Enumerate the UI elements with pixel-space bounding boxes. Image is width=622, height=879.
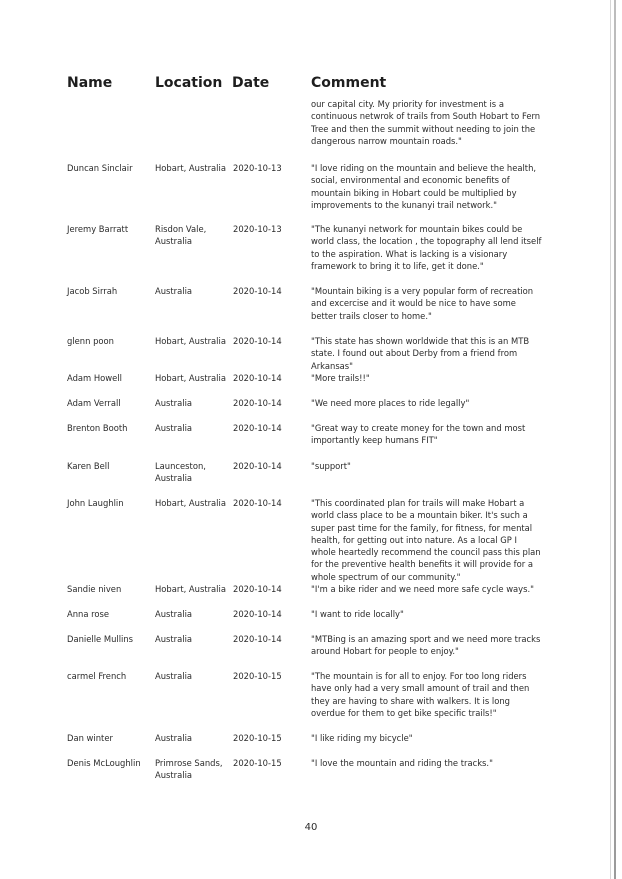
row-date: 2020-10-14: [233, 584, 282, 594]
row-name: Anna rose: [67, 609, 110, 619]
row-location: Hobart, Australia: [155, 584, 226, 594]
row-date: 2020-10-14: [233, 373, 282, 383]
row-location: Hobart, Australia: [155, 163, 226, 173]
row-name: Denis McLoughlin: [67, 758, 141, 768]
row-date: 2020-10-15: [233, 733, 282, 743]
row-name: Duncan Sinclair: [67, 163, 133, 173]
header-date: Date: [232, 75, 270, 91]
row-name: Danielle Mullins: [67, 634, 134, 644]
row-comment: "This coordinated plan for trails will make Hobart a world class place to be a mountain biker. It's such a super past time for the family, for fitness, for mental health, for getting out into nature. As a local GP I whole heartedly recommend the council pass this plan for the preventive health benefits it will provide for a whole spectrum of our community.": [311, 498, 541, 582]
row-name: John Laughlin: [67, 498, 124, 508]
row-comment: "I'm a bike rider and we need more safe cycle ways.": [311, 584, 535, 594]
row-name: Jacob Sirrah: [67, 286, 118, 296]
row-comment: "I love the mountain and riding the tracks.": [311, 758, 493, 768]
row-location: Hobart, Australia: [155, 336, 226, 346]
row-comment: "The kunanyi network for mountain bikes could be world class, the location , the topography all lend itself to the aspiration. What is lacking is a visionary framework to bring it to life, get it done.": [311, 224, 542, 271]
row-name: carmel French: [67, 671, 127, 681]
row-location: Hobart, Australia: [155, 373, 226, 383]
row-name: glenn poon: [67, 336, 114, 346]
row-location: Australia: [155, 733, 193, 743]
row-location: Launceston, Australia: [155, 461, 206, 484]
row-date: 2020-10-14: [233, 609, 282, 619]
row-name: Brenton Booth: [67, 423, 128, 433]
row-date: 2020-10-14: [233, 498, 282, 508]
row-location: Hobart, Australia: [155, 498, 226, 508]
row-location: Risdon Vale, Australia: [155, 224, 207, 247]
row-name: Adam Howell: [67, 373, 122, 383]
row-comment: "More trails!!": [311, 373, 370, 383]
row-comment: "Mountain biking is a very popular form of recreation and excercise and it would be nice to have some better trails closer to home.": [311, 286, 534, 321]
row-comment: "Great way to create money for the town and most importantly keep humans FIT": [311, 423, 526, 446]
scan-edge-shadow: [610, 0, 611, 879]
row-comment: "MTBing is an amazing sport and we need more tracks around Hobart for people to enjoy.": [311, 634, 541, 657]
row-date: 2020-10-15: [233, 758, 282, 768]
row-location: Australia: [155, 634, 193, 644]
row-name: Jeremy Barratt: [67, 224, 129, 234]
row-comment: "I want to ride locally": [311, 609, 404, 619]
row-date: 2020-10-14: [233, 461, 282, 471]
row-date: 2020-10-14: [233, 286, 282, 296]
row-comment: "We need more places to ride legally": [311, 398, 470, 408]
row-location: Primrose Sands, Australia: [155, 758, 223, 781]
header-name: Name: [67, 75, 113, 91]
row-comment: "I love riding on the mountain and believe the health, social, environmental and economic benefits of mountain biking in Hobart could be multiplied by improvements to the kunanyi trail network.": [311, 163, 537, 210]
row-comment: "The mountain is for all to enjoy. For too long riders have only had a very small amount of trail and then they are having to share with walkers. It is long overdue for them to get bike specific trails!": [311, 671, 530, 718]
row-location: Australia: [155, 609, 193, 619]
row-date: 2020-10-14: [233, 423, 282, 433]
header-location: Location: [155, 75, 223, 91]
header-comment: Comment: [311, 75, 387, 91]
row-name: Sandie niven: [67, 584, 122, 594]
continued-comment: our capital city. My priority for investment is a continuous netwrok of trails from South Hobart to Fern Tree and then the summit without needing to join the dangerous narrow mountain roads.": [311, 99, 541, 146]
row-date: 2020-10-13: [233, 224, 282, 234]
row-name: Dan winter: [67, 733, 113, 743]
row-date: 2020-10-14: [233, 634, 282, 644]
scan-edge: [614, 0, 616, 879]
page-number: 40: [304, 822, 318, 833]
row-date: 2020-10-13: [233, 163, 282, 173]
row-date: 2020-10-15: [233, 671, 282, 681]
row-date: 2020-10-14: [233, 398, 282, 408]
row-name: Karen Bell: [67, 461, 110, 471]
row-location: Australia: [155, 423, 193, 433]
row-name: Adam Verrall: [67, 398, 121, 408]
row-comment: "I like riding my bicycle": [311, 733, 413, 743]
row-comment: "support": [311, 461, 351, 471]
row-date: 2020-10-14: [233, 336, 282, 346]
row-location: Australia: [155, 398, 193, 408]
row-location: Australia: [155, 286, 193, 296]
row-location: Australia: [155, 671, 193, 681]
row-comment: "This state has shown worldwide that this is an MTB state. I found out about Derby from a friend from Arkansas": [311, 336, 530, 371]
